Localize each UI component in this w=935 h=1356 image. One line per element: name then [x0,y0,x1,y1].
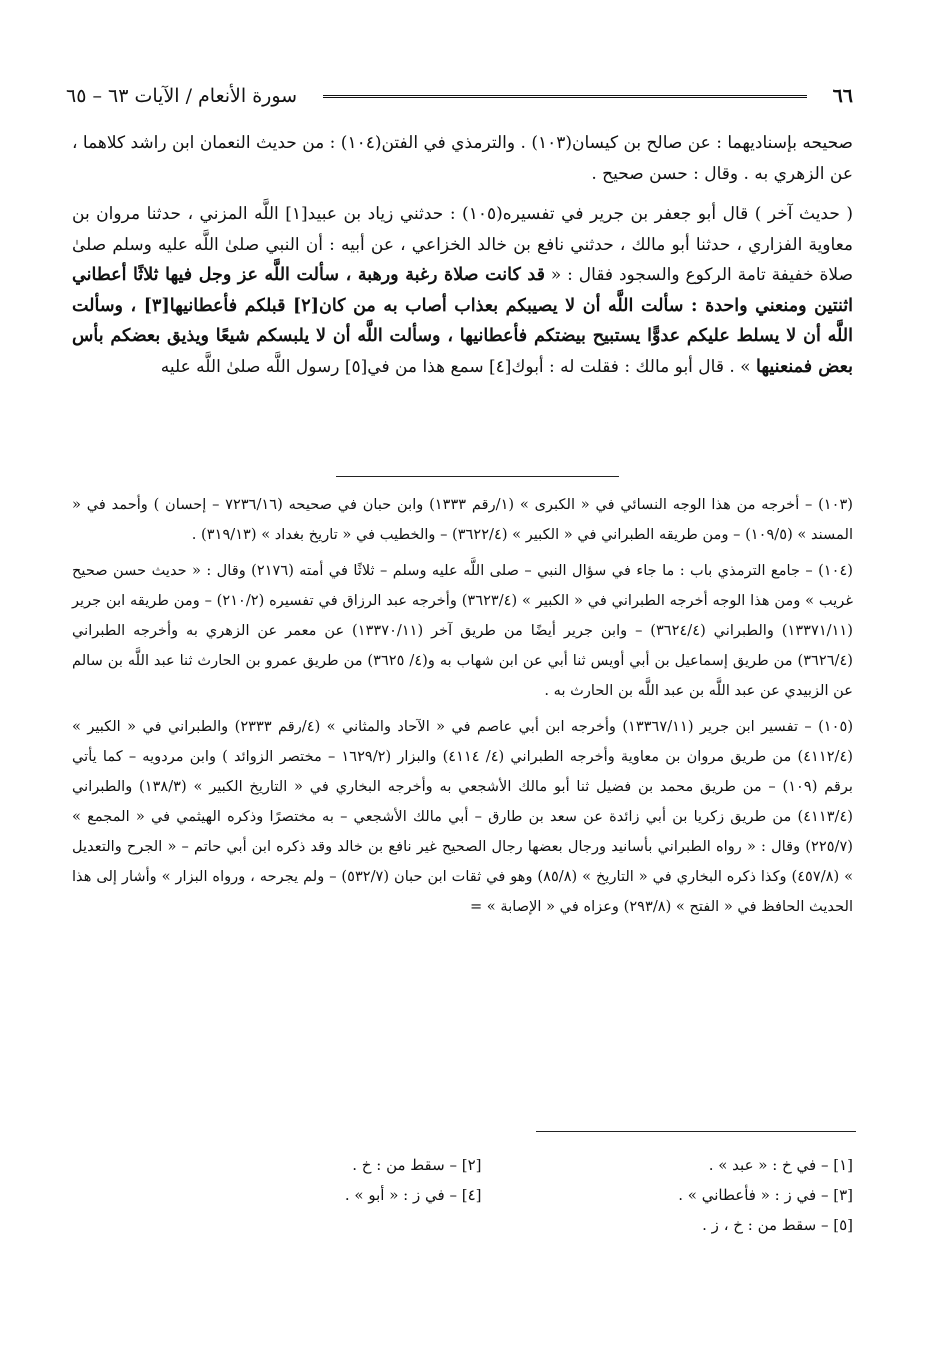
variant-notes [150,1150,853,1240]
paragraph-1: صحيحه بإسناديهما : عن صالح بن كيسان(١٠٣) . والترمذي في الفتن(١٠٤) : من حديث النعمان ابن راشد كلاهما ، عن الزهري به . وقال : حسن صحيح . [72,133,853,184]
variant-notes-separator [536,1131,856,1132]
hadith-intro: ( حديث آخر ) قال أبو جعفر بن جرير في تفسيره(١٠٥) : حدثني زياد بن عبيد[١] اللَّه المزني ، حدثنا مروان بن معاوية الفزاري ، حدثنا أبو مالك ، حدثني نافع بن خالد الخزاعي ، عن أبيه : أن النبي صلىٰ اللَّه عليه وسلم صلىٰ صلاة خفيفة تامة الركوع والسجود فقال : « [72,204,854,285]
page-header [66,78,853,114]
footnote-103: (١٠٣) – أخرجه من هذا الوجه النسائي في « الكبرى » (١/رقم ١٣٣٣) وابن حبان في صحيحه (٧٢٣٦/١٦ – إحسان ) وأحمد في « المسند » (١٠٩/٥) – ومن طريقه الطبراني في « الكبير » (٣٦٢٢/٤) – والخطيب في « تاريخ بغداد » (٣١٩/١٣) . [72,496,853,543]
header-rule [323,95,807,98]
variant-note-3: [٣] – في ز : « فأعطاني » . [678,1186,853,1204]
hadith-end: » . قال أبو مالك : فقلت له : أبوك[٤] سمع هذا من في[٥] رسول اللَّه صلىٰ اللَّه عليه [160,356,751,377]
footnotes [72,490,853,928]
variant-note-5: [٥] – سقط من : خ ، ز . [702,1216,853,1234]
footnote-105: (١٠٥) – تفسير ابن جرير (١٣٣٦٧/١١) وأخرجه ابن أبي عاصم في « الآحاد والمثاني » (٤/رقم ٢٣٣٣) والطبراني في « الكبير » (٤١١٢/٤) من طريق مروان بن معاوية وأخرجه الطبراني (٤/ ٤١١٤) والبزار (١٦٢٩/٢ – مختصر الزوائد ) وابن مردويه – كما يأتي برقم (١٠٩) – من طريق محمد بن فضيل ثنا أبو مالك الأشجعي به وأخرجه البخاري في « التاريخ الكبير » (١٣٨/٣) والطبراني (٤١١٣/٤) من طريق زكريا بن أبي زائدة عن سعد بن طارق – أبي مالك الأشجعي – به مختصرًا وذكره الهيثمي في « المجمع » (٢٢٥/٧) وقال : « رواه الطبراني بأسانيد ورجال بعضها رجال الصحيح غير نافع بن خالد وقد ذكره ابن أبي حاتم – « الجرح والتعديل » (٤٥٧/٨) وكذا ذكره البخاري في « التاريخ » (٨٥/٨) وهو في ثقات ابن حبان (٥٣٢/٧) – ولم يجرحه ، ورواه البزار » وأشار إلى هذا الحديث الحافظ في « الفتح » (٢٩٣/٨) وعزاه في « الإصابة » = [72,718,854,915]
running-title: سورة الأنعام / الآيات ٦٣ – ٦٥ [66,85,298,107]
variant-note-4: [٤] – في ز : « أبو » . [344,1186,482,1204]
paragraph-2 [72,199,853,382]
page-number: ٦٦ [832,85,853,107]
hadith-quote: قد كانت صلاة رغبة ورهبة ، سألت اللَّه عز وجل فيها ثلاثًا أعطاني اثنتين ومنعني واحدة : سألت اللَّه أن لا يصيبكم بعذاب أصاب به من كان[٢] قبلكم فأعطانيها[٣] ، وسألت اللَّه أن لا يسلط عليكم عدوًّا يستبيح بيضتكم فأعطانيها ، وسألت اللَّه أن لا يلبسكم شيعًا ويذيق بعضكم بأس بعض فمنعنيها [72,265,854,377]
main-text [72,128,853,392]
footnote-separator [336,476,619,477]
variant-note-1: [١] – في خ : « عبد » . [708,1156,853,1174]
footnote-104: (١٠٤) – جامع الترمذي باب : ما جاء في سؤال النبي – صلى اللَّه عليه وسلم – ثلاثًا في أمته (٢١٧٦) وقال : « حديث حسن صحيح غريب » ومن هذا الوجه أخرجه الطبراني في « الكبير » (٣٦٢٣/٤) وأخرجه عبد الرزاق في تفسيره (٢١٠/٢) – ومن طريقه ابن جرير (١٣٣٧١/١١) والطبراني (٣٦٢٤/٤) – وابن جرير أيضًا من طريق آخر (١٣٣٧٠/١١) عن معمر عن الزهري به وأخرجه الطبراني (٣٦٢٦/٤) من طريق إسماعيل بن أبي أويس ثنا أبي عن ابن شهاب به و(٤/ ٣٦٢٥) من طريق عمرو بن الحارث ثنا عبد اللَّه بن سالم عن الزبيدي عن عبد اللَّه بن عبد اللَّه بن الحارث به . [72,562,853,699]
variant-note-2: [٢] – سقط من : خ . [352,1156,482,1174]
